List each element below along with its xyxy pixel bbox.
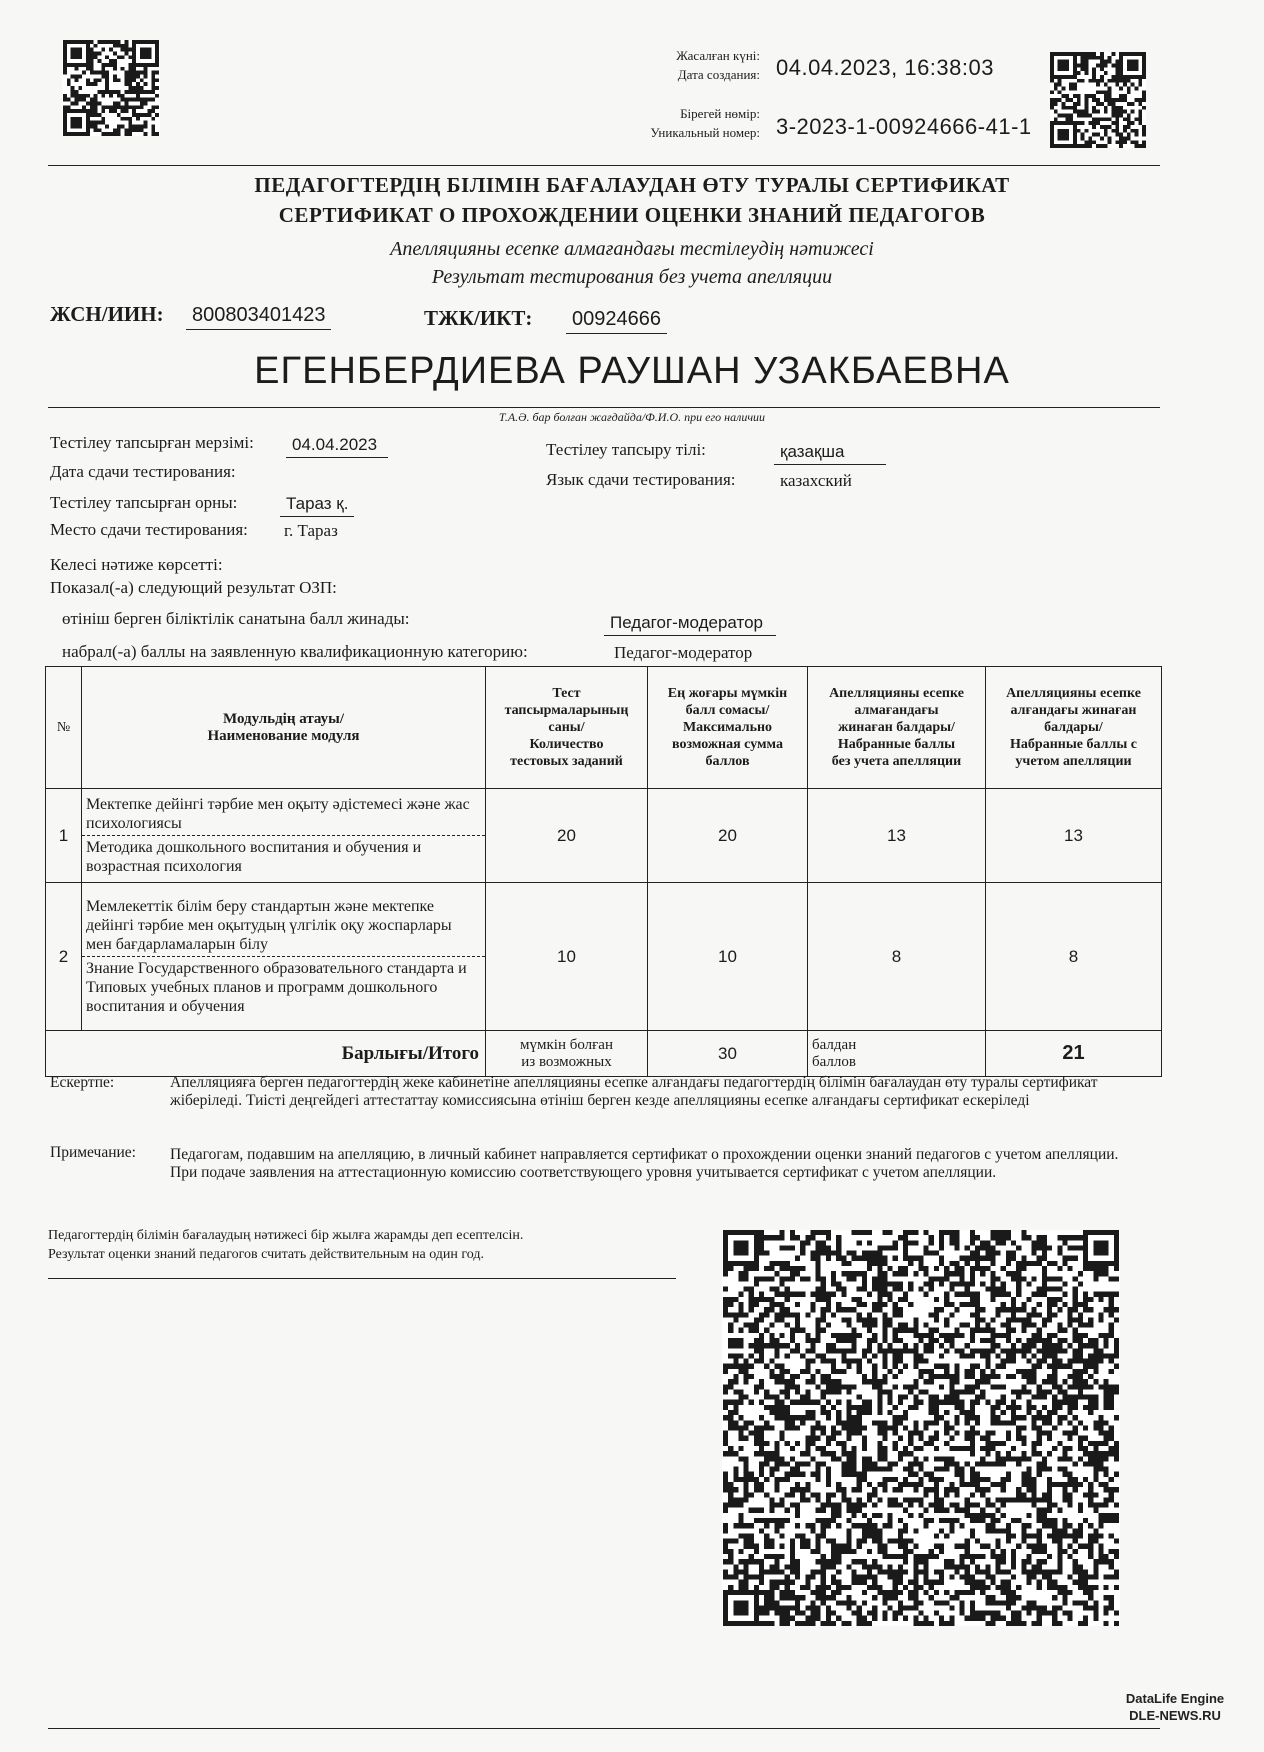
qr-code-top-right-icon [1050,52,1146,148]
place-value-ru: г. Тараз [284,521,338,540]
title-kz: ПЕДАГОГТЕРДІҢ БІЛІМІН БАҒАЛАУДАН ӨТУ ТУРАЛЫ СЕРТИФИКАТ [254,173,1010,197]
header-divider [48,165,1160,166]
created-label-kz: Жасалған күні: [676,48,760,63]
place-label-ru: Место сдачи тестирования: [50,520,248,539]
table-header-row [46,667,1162,789]
date-label-ru: Дата сдачи тестирования: [50,462,236,481]
with-appeal-value: 13 [986,789,1162,883]
qr-code-large-icon [722,1230,1120,1626]
total-points-label-cell [808,1031,986,1077]
name-underline [48,407,1160,408]
total-label-cell [46,1031,486,1077]
module-name-cell [82,883,486,1031]
category-value-kz: Педагог-модератор [604,613,776,636]
note-ru-text: Педагогам, подавшим на апелляцию, в личный кабинет направляется сертификат о прохождении оценки знаний педагогов с учетом апелляции. При подаче заявления на аттестационную комиссию соответствующего уровня учитывается сертификат с учетом апелляции. [170,1146,1119,1181]
lang-label-kz: Тестілеу тапсыру тілі: [546,440,706,459]
validity-kz: Педагогтердің білімін бағалаудың нәтижесі бір жылға жарамды деп есептелсін. [48,1228,524,1243]
table-row [46,789,1162,883]
total-value: 21 [986,1031,1162,1077]
without-appeal-value: 13 [808,789,986,883]
place-label-kz: Тестілеу тапсырған орны: [50,493,238,512]
module-name-kz: Мектепке дейінгі тәрбие мен оқыту әдістемесі және жас психологиясы [86,796,470,832]
header-max: Ең жоғары мүмкін балл сомасы/ Максимально возможная сумма баллов [648,667,808,789]
category-label-kz: өтініш берген біліктілік санатына балл жинады: [62,609,410,628]
total-label: Барлығы/Итого [341,1042,479,1064]
qr-code-top-left-icon [62,40,160,136]
ikt-label: ТЖК/ИКТ: [424,306,533,330]
validity-ru: Результат оценки знаний педагогов считать действительным на один год. [48,1247,485,1262]
category-label-ru: набрал(-а) баллы на заявленную квалификационную категорию: [62,642,528,661]
unique-label-kz: Бірегей нөмір: [680,106,760,121]
header-tasks: Тест тапсырмаларының саны/ Количество тестовых заданий [486,667,648,789]
max-value: 20 [648,789,808,883]
footer-divider [48,1728,1160,1729]
place-value-kz: Тараз қ. [280,494,354,517]
subtitle-kz: Апелляцияны есепке алмағандағы тестілеудің нәтижесі [390,238,874,260]
header-with-appeal: Апелляцияны есепке алғандағы жинаған балдары/ Набранные баллы с учетом апелляции [986,667,1162,789]
tasks-value: 10 [486,883,648,1031]
header-num: № [46,667,82,789]
header-without-appeal: Апелляцияны есепке алмағандағы жинаған балдары/ Набранные баллы без учета апелляции [808,667,986,789]
table-row [46,883,1162,1031]
unique-value: 3-2023-1-00924666-41-1 [776,114,1032,139]
total-possible-label: мүмкін болған из возможных [520,1036,613,1070]
created-value: 04.04.2023, 16:38:03 [776,55,994,80]
total-possible-value: 30 [648,1031,808,1077]
row-num: 2 [46,883,82,1031]
total-possible-label-cell [486,1031,648,1077]
unique-label-ru: Уникальный номер: [650,125,760,140]
header-module: Модульдің атауы/ Наименование модуля [82,667,486,789]
date-label-kz: Тестілеу тапсырған мерзімі: [50,433,254,452]
result-intro-kz: Келесі нәтиже көрсетті: [50,555,223,574]
ikt-value: 00924666 [566,308,667,334]
module-name-kz: Мемлекеттік білім беру стандартын және мектепке дейінгі тәрбие мен оқытудың үлгілік оқу жоспарлары мен бағдарламаларын білу [86,898,452,953]
lang-value-ru: казахский [780,471,852,490]
max-value: 10 [648,883,808,1031]
name-caption: Т.А.Ә. бар болған жағдайда/Ф.И.О. при его наличии [498,410,766,424]
table-total-row [46,1031,1162,1077]
subtitle-ru: Результат тестирования без учета апелляции [431,266,833,288]
title-ru: СЕРТИФИКАТ О ПРОХОЖДЕНИИ ОЦЕНКИ ЗНАНИЙ ПЕДАГОГОВ [278,203,986,227]
created-label-ru: Дата создания: [677,67,760,82]
note-kz-label: Ескертпе: [50,1074,115,1091]
note-ru-label: Примечание: [50,1144,136,1161]
total-points-label: балдан баллов [812,1036,857,1070]
note-kz-text: Апелляцияға берген педагогтердің жеке кабинетіне апелляцияны есепке алғандағы педагогтердің білімін бағалаудан өту туралы сертификат жіберіледі. Тиісті деңгейдегі аттестаттау комиссиясына өтініш берген кезде апелляцияны есепке алғандағы сертификат ескеріледі [170,1074,1098,1109]
watermark-line-1: DataLife Engine [1125,1691,1225,1706]
lang-value-kz: қазақша [774,442,886,465]
module-name-ru: Методика дошкольного воспитания и обучения и возрастная психология [82,835,485,878]
tasks-value: 20 [486,789,648,883]
module-name-cell [82,789,486,883]
category-value-ru: Педагог-модератор [614,643,753,662]
result-intro-ru: Показал(-а) следующий результат ОЗП: [50,578,337,597]
row-num: 1 [46,789,82,883]
module-name-ru: Знание Государственного образовательного стандарта и Типовых учебных планов и программ дошкольного воспитания и обучения [82,956,485,1018]
validity-underline [48,1278,676,1279]
lang-label-ru: Язык сдачи тестирования: [546,470,736,489]
iin-label: ЖСН/ИИН: [50,302,164,326]
date-value: 04.04.2023 [286,435,388,458]
watermark-line-2: DLE-NEWS.RU [1129,1708,1221,1723]
full-name: ЕГЕНБЕРДИЕВА РАУШАН УЗАКБАЕВНА [254,350,1010,392]
with-appeal-value: 8 [986,883,1162,1031]
without-appeal-value: 8 [808,883,986,1031]
iin-value: 800803401423 [186,304,331,330]
results-table [45,666,1162,1077]
